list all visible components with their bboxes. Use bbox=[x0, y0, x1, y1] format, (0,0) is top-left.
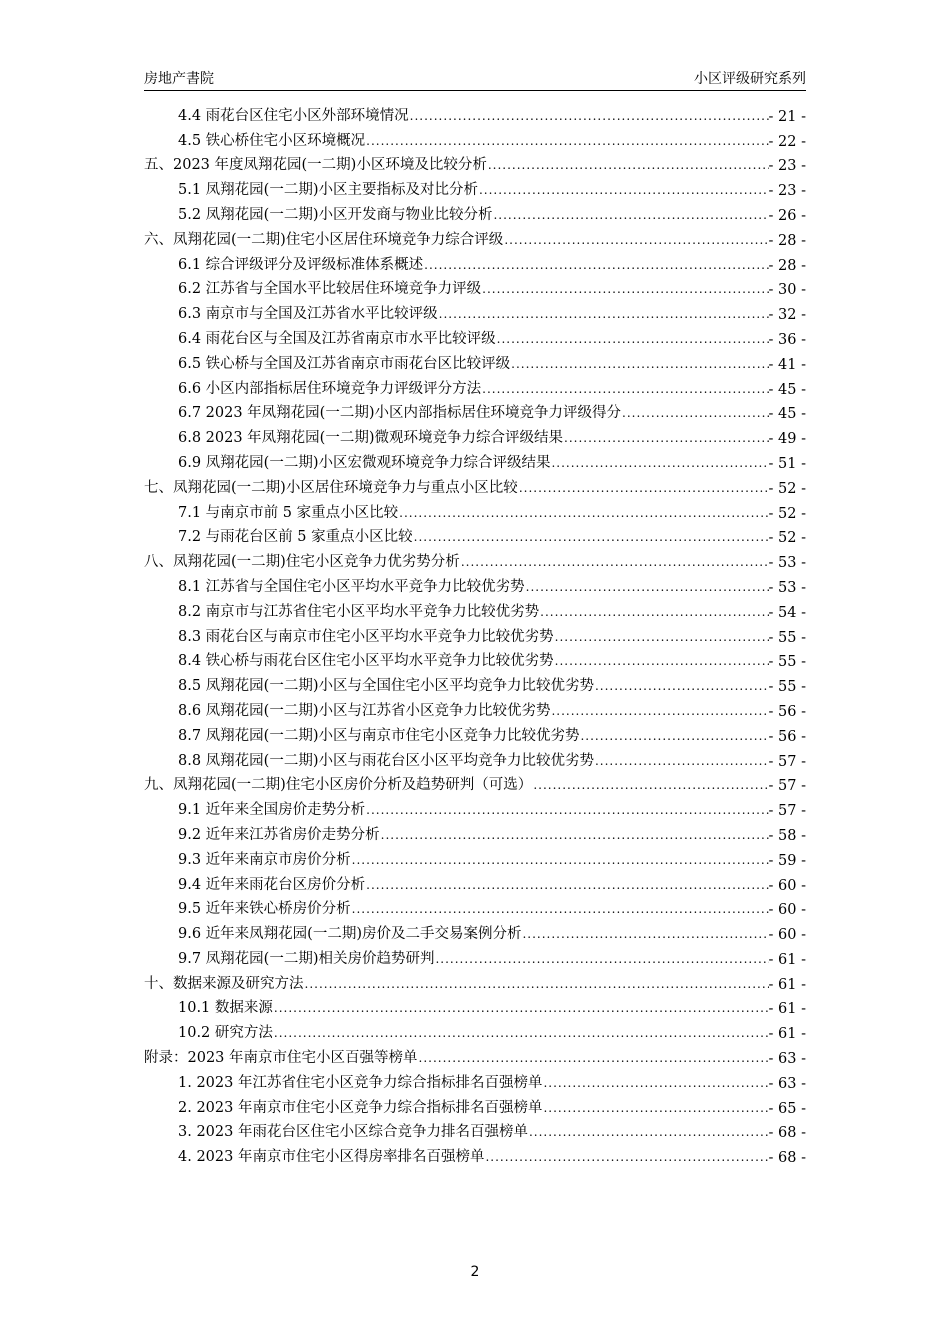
toc-entry-page: - 28 - bbox=[768, 232, 806, 249]
toc-entry-title: 2. 2023 年南京市住宅小区竞争力综合指标排名百强榜单 bbox=[178, 1099, 543, 1116]
toc-entry[interactable] bbox=[144, 472, 806, 497]
toc-entry-page: - 60 - bbox=[768, 902, 806, 919]
toc-entry-title: 4. 2023 年南京市住宅小区得房率排名百强榜单 bbox=[178, 1149, 485, 1166]
toc-dot-leader bbox=[621, 404, 769, 422]
toc-dot-leader bbox=[380, 826, 769, 844]
toc-entry-page: - 68 - bbox=[768, 1150, 806, 1167]
toc-entry-page: - 23 - bbox=[768, 158, 806, 175]
toc-entry-title: 9.2 近年来江苏省房价走势分析 bbox=[178, 826, 380, 843]
toc-entry[interactable] bbox=[144, 199, 806, 224]
toc-entry-title: 7.1 与南京市前 5 家重点小区比较 bbox=[178, 504, 399, 521]
toc-entry-title: 9.3 近年来南京市房价分析 bbox=[178, 851, 351, 868]
toc-entry-page: - 68 - bbox=[768, 1125, 806, 1142]
toc-dot-leader bbox=[434, 950, 768, 968]
toc-entry-title: 8.4 铁心桥与雨花台区住宅小区平均水平竞争力比较优劣势 bbox=[178, 653, 554, 670]
toc-entry-page: - 54 - bbox=[768, 604, 806, 621]
toc-entry-title: 8.5 凤翔花园(一二期)小区与全国住宅小区平均竞争力比较优劣势 bbox=[178, 678, 594, 695]
toc-entry-title: 9.5 近年来铁心桥房价分析 bbox=[178, 901, 351, 918]
toc-dot-leader bbox=[528, 1123, 769, 1141]
toc-dot-leader bbox=[304, 975, 769, 993]
toc-entry-title: 6.3 南京市与全国及江苏省水平比较评级 bbox=[178, 306, 438, 323]
toc-entry-page: - 61 - bbox=[768, 951, 806, 968]
toc-dot-leader bbox=[542, 1074, 768, 1092]
toc-entry-title: 8.2 南京市与江苏省住宅小区平均水平竞争力比较优劣势 bbox=[178, 603, 540, 620]
toc-entry[interactable] bbox=[144, 745, 806, 770]
toc-dot-leader bbox=[518, 479, 769, 497]
toc-dot-leader bbox=[273, 1024, 769, 1042]
toc-entry-page: - 65 - bbox=[768, 1100, 806, 1117]
toc-entry-page: - 57 - bbox=[768, 803, 806, 820]
toc-entry-page: - 52 - bbox=[768, 480, 806, 497]
toc-entry-page: - 45 - bbox=[768, 381, 806, 398]
toc-entry[interactable] bbox=[144, 819, 806, 844]
toc-entry-title: 9.1 近年来全国房价走势分析 bbox=[178, 802, 366, 819]
toc-entry-title: 九、凤翔花园(一二期)住宅小区房价分析及趋势研判（可选） bbox=[144, 777, 533, 794]
toc-entry-page: - 58 - bbox=[768, 827, 806, 844]
toc-dot-leader bbox=[510, 355, 768, 373]
toc-dot-leader bbox=[478, 181, 769, 199]
toc-entry-page: - 32 - bbox=[768, 307, 806, 324]
toc-entry[interactable] bbox=[144, 298, 806, 323]
toc-entry[interactable] bbox=[144, 770, 806, 795]
toc-entry[interactable] bbox=[144, 373, 806, 398]
toc-entry[interactable] bbox=[144, 125, 806, 150]
toc-entry-title: 8.7 凤翔花园(一二期)小区与南京市住宅小区竞争力比较优劣势 bbox=[178, 727, 580, 744]
toc-dot-leader bbox=[365, 132, 768, 150]
toc-dot-leader bbox=[351, 900, 769, 918]
toc-entry-page: - 51 - bbox=[768, 455, 806, 472]
toc-entry-title: 10.1 数据来源 bbox=[178, 1000, 273, 1017]
toc-entry-page: - 61 - bbox=[768, 1001, 806, 1018]
toc-entry[interactable] bbox=[144, 348, 806, 373]
toc-entry[interactable] bbox=[144, 249, 806, 274]
toc-entry[interactable] bbox=[144, 1067, 806, 1092]
toc-entry-title: 8.8 凤翔花园(一二期)小区与雨花台区小区平均竞争力比较优劣势 bbox=[178, 752, 594, 769]
toc-entry[interactable] bbox=[144, 1092, 806, 1117]
toc-entry[interactable] bbox=[144, 844, 806, 869]
toc-dot-leader bbox=[423, 256, 768, 274]
toc-entry[interactable] bbox=[144, 1042, 806, 1067]
toc-entry-page: - 28 - bbox=[768, 257, 806, 274]
toc-entry[interactable] bbox=[144, 993, 806, 1018]
toc-entry-page: - 23 - bbox=[768, 183, 806, 200]
toc-entry-page: - 45 - bbox=[768, 406, 806, 423]
toc-entry[interactable] bbox=[144, 894, 806, 919]
toc-entry-title: 4.4 雨花台区住宅小区外部环境情况 bbox=[178, 107, 409, 124]
toc-dot-leader bbox=[351, 851, 769, 869]
toc-entry[interactable] bbox=[144, 621, 806, 646]
toc-entry-page: - 36 - bbox=[768, 331, 806, 348]
toc-dot-leader bbox=[532, 776, 768, 794]
toc-entry-page: - 55 - bbox=[768, 654, 806, 671]
page-header bbox=[144, 66, 806, 91]
toc-entry[interactable] bbox=[144, 869, 806, 894]
toc-entry[interactable] bbox=[144, 497, 806, 522]
toc-entry-page: - 26 - bbox=[768, 207, 806, 224]
toc-entry-title: 1. 2023 年江苏省住宅小区竞争力综合指标排名百强榜单 bbox=[178, 1074, 543, 1091]
toc-dot-leader bbox=[594, 677, 769, 695]
toc-dot-leader bbox=[492, 206, 768, 224]
toc-entry-page: - 53 - bbox=[768, 555, 806, 572]
toc-entry-title: 4.5 铁心桥住宅小区环境概况 bbox=[178, 132, 366, 149]
toc-dot-leader bbox=[418, 1049, 769, 1067]
toc-entry-title: 6.5 铁心桥与全国及江苏省南京市雨花台区比较评级 bbox=[178, 355, 511, 372]
toc-dot-leader bbox=[409, 107, 769, 125]
toc-entry-page: - 30 - bbox=[768, 282, 806, 299]
toc-entry-title: 10.2 研究方法 bbox=[178, 1025, 273, 1042]
toc-entry[interactable] bbox=[144, 422, 806, 447]
toc-entry-page: - 55 - bbox=[768, 679, 806, 696]
toc-entry[interactable] bbox=[144, 670, 806, 695]
toc-dot-leader bbox=[365, 801, 768, 819]
toc-entry[interactable] bbox=[144, 571, 806, 596]
toc-dot-leader bbox=[521, 925, 768, 943]
toc-entry-title: 6.1 综合评级评分及评级标准体系概述 bbox=[178, 256, 424, 273]
toc-entry[interactable] bbox=[144, 546, 806, 571]
toc-dot-leader bbox=[579, 727, 768, 745]
toc-entry[interactable] bbox=[144, 398, 806, 423]
toc-entry[interactable] bbox=[144, 968, 806, 993]
toc-entry[interactable] bbox=[144, 1117, 806, 1142]
toc-entry-page: - 61 - bbox=[768, 976, 806, 993]
toc-entry-page: - 56 - bbox=[768, 728, 806, 745]
toc-dot-leader bbox=[550, 454, 768, 472]
toc-entry[interactable] bbox=[144, 720, 806, 745]
toc-entry-page: - 60 - bbox=[768, 927, 806, 944]
toc-dot-leader bbox=[563, 429, 769, 447]
page-number: 2 bbox=[470, 1264, 480, 1280]
toc-entry-title: 附录：2023 年南京市住宅小区百强等榜单 bbox=[144, 1050, 418, 1067]
toc-entry[interactable] bbox=[144, 943, 806, 968]
toc-entry-page: - 22 - bbox=[768, 133, 806, 150]
toc-dot-leader bbox=[438, 305, 769, 323]
toc-entry-page: - 61 - bbox=[768, 1026, 806, 1043]
toc-entry-title: 七、凤翔花园(一二期)小区居住环境竞争力与重点小区比较 bbox=[144, 479, 518, 496]
toc-entry[interactable] bbox=[144, 695, 806, 720]
toc-dot-leader bbox=[481, 280, 768, 298]
toc-entry[interactable] bbox=[144, 100, 806, 125]
toc-entry-title: 7.2 与雨花台区前 5 家重点小区比较 bbox=[178, 529, 413, 546]
toc-entry-title: 9.6 近年来凤翔花园(一二期)房价及二手交易案例分析 bbox=[178, 926, 522, 943]
toc-entry[interactable] bbox=[144, 522, 806, 547]
toc-entry[interactable] bbox=[144, 274, 806, 299]
toc-entry[interactable] bbox=[144, 150, 806, 175]
toc-dot-leader bbox=[481, 380, 768, 398]
toc-dot-leader bbox=[550, 702, 768, 720]
header-publisher: 房地产書院 bbox=[144, 71, 214, 87]
toc-entry-title: 6.6 小区内部指标居住环境竞争力评级评分方法 bbox=[178, 380, 482, 397]
table-of-contents bbox=[144, 100, 806, 1166]
toc-entry[interactable] bbox=[144, 1017, 806, 1042]
toc-entry[interactable] bbox=[144, 174, 806, 199]
toc-entry-title: 6.9 凤翔花园(一二期)小区宏微观环境竞争力综合评级结果 bbox=[178, 454, 551, 471]
toc-entry-title: 9.4 近年来雨花台区房价分析 bbox=[178, 876, 366, 893]
toc-entry-title: 五、2023 年度凤翔花园(一二期)小区环境及比较分析 bbox=[144, 157, 487, 174]
toc-entry[interactable] bbox=[144, 224, 806, 249]
toc-dot-leader bbox=[460, 553, 769, 571]
toc-entry-title: 十、数据来源及研究方法 bbox=[144, 975, 304, 992]
toc-entry[interactable] bbox=[144, 794, 806, 819]
toc-entry-title: 6.2 江苏省与全国水平比较居住环境竞争力评级 bbox=[178, 281, 482, 298]
toc-entry-page: - 52 - bbox=[768, 505, 806, 522]
toc-entry-title: 6.7 2023 年凤翔花园(一二期)小区内部指标居住环境竞争力评级得分 bbox=[178, 405, 621, 422]
toc-entry-title: 八、凤翔花园(一二期)住宅小区竞争力优劣势分析 bbox=[144, 554, 460, 571]
toc-entry-page: - 49 - bbox=[768, 431, 806, 448]
toc-dot-leader bbox=[484, 1148, 768, 1166]
toc-entry-page: - 56 - bbox=[768, 703, 806, 720]
toc-entry-title: 六、凤翔花园(一二期)住宅小区居住环境竞争力综合评级 bbox=[144, 231, 504, 248]
toc-dot-leader bbox=[539, 603, 768, 621]
toc-entry-title: 9.7 凤翔花园(一二期)相关房价趋势研判 bbox=[178, 950, 435, 967]
toc-entry-title: 5.2 凤翔花园(一二期)小区开发商与物业比较分析 bbox=[178, 206, 493, 223]
toc-dot-leader bbox=[413, 528, 769, 546]
toc-entry-page: - 41 - bbox=[768, 356, 806, 373]
toc-entry-title: 6.4 雨花台区与全国及江苏省南京市水平比较评级 bbox=[178, 330, 496, 347]
toc-entry[interactable] bbox=[144, 447, 806, 472]
toc-dot-leader bbox=[554, 652, 769, 670]
toc-dot-leader bbox=[554, 628, 769, 646]
toc-dot-leader bbox=[525, 578, 769, 596]
toc-entry-page: - 59 - bbox=[768, 852, 806, 869]
toc-entry-page: - 21 - bbox=[768, 108, 806, 125]
toc-entry[interactable] bbox=[144, 596, 806, 621]
toc-dot-leader bbox=[594, 752, 769, 770]
toc-dot-leader bbox=[487, 156, 769, 174]
toc-dot-leader bbox=[365, 876, 768, 894]
toc-dot-leader bbox=[398, 504, 768, 522]
toc-entry[interactable] bbox=[144, 646, 806, 671]
toc-entry-page: - 57 - bbox=[768, 778, 806, 795]
toc-entry-page: - 53 - bbox=[768, 579, 806, 596]
header-series: 小区评级研究系列 bbox=[694, 71, 806, 87]
toc-entry-page: - 57 - bbox=[768, 753, 806, 770]
toc-dot-leader bbox=[542, 1099, 768, 1117]
toc-entry-title: 3. 2023 年雨花台区住宅小区综合竞争力排名百强榜单 bbox=[178, 1124, 528, 1141]
toc-entry-title: 8.1 江苏省与全国住宅小区平均水平竞争力比较优劣势 bbox=[178, 578, 525, 595]
toc-entry-title: 6.8 2023 年凤翔花园(一二期)微观环境竞争力综合评级结果 bbox=[178, 430, 563, 447]
toc-entry[interactable] bbox=[144, 1141, 806, 1166]
toc-entry-title: 8.6 凤翔花园(一二期)小区与江苏省小区竞争力比较优劣势 bbox=[178, 702, 551, 719]
toc-entry[interactable] bbox=[144, 323, 806, 348]
toc-entry-title: 8.3 雨花台区与南京市住宅小区平均水平竞争力比较优劣势 bbox=[178, 628, 554, 645]
toc-dot-leader bbox=[496, 330, 769, 348]
toc-entry-page: - 63 - bbox=[768, 1051, 806, 1068]
toc-dot-leader bbox=[273, 999, 769, 1017]
toc-entry-title: 5.1 凤翔花园(一二期)小区主要指标及对比分析 bbox=[178, 182, 478, 199]
toc-dot-leader bbox=[503, 231, 768, 249]
toc-entry-page: - 63 - bbox=[768, 1075, 806, 1092]
toc-entry-page: - 52 - bbox=[768, 530, 806, 547]
toc-entry-page: - 55 - bbox=[768, 629, 806, 646]
toc-entry[interactable] bbox=[144, 918, 806, 943]
toc-entry-page: - 60 - bbox=[768, 877, 806, 894]
